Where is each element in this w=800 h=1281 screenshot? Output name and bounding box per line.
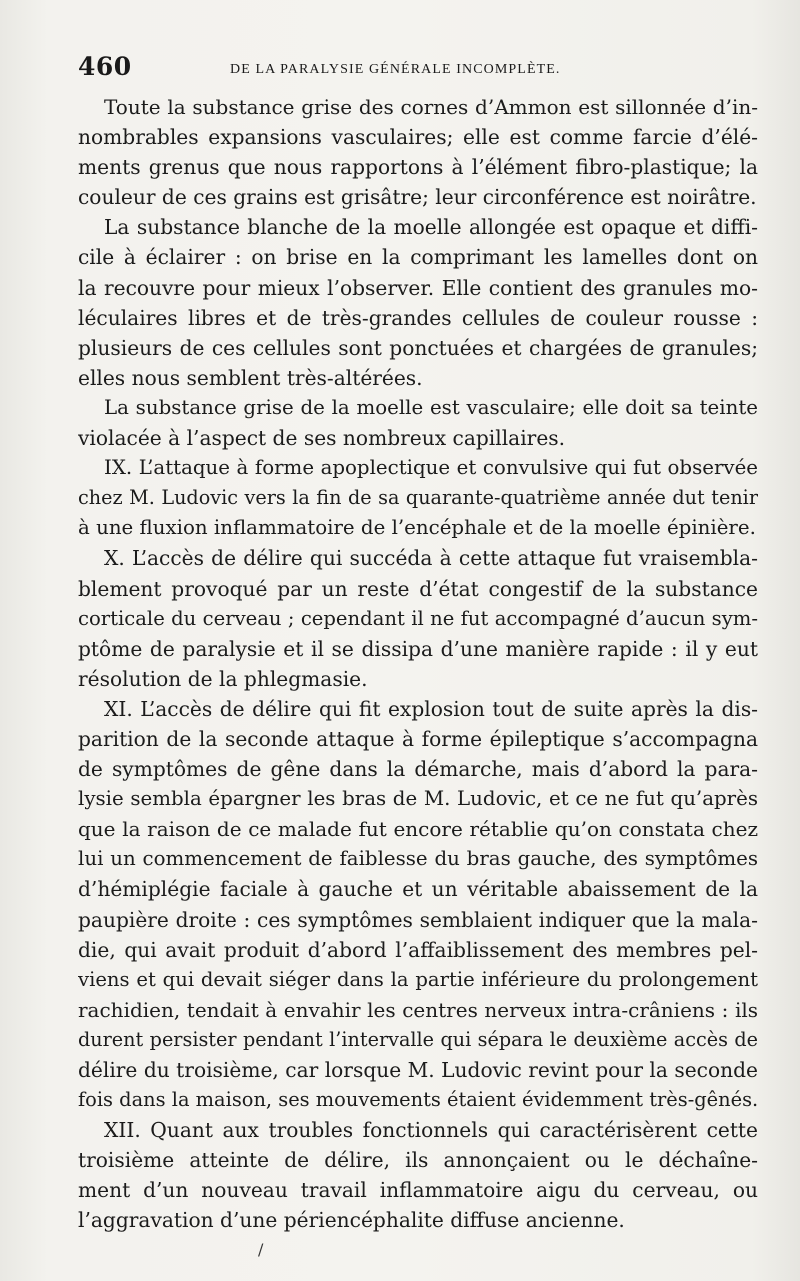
- text-line: ment d’un nouveau travail inflammatoire aigu du cerveau, ou: [78, 1178, 758, 1203]
- text-line: viens et qui devait siéger dans la partie inférieure du prolongement: [78, 967, 758, 991]
- text-line: XII. Quant aux troubles fonctionnels qui caractérisèrent cette: [104, 1118, 758, 1143]
- text-line: à une fluxion inflammatoire de l’encéphale et de la moelle épinière.: [78, 516, 756, 540]
- text-line: rachidien, tendait à envahir les centres nerveux intra-crâniens : ils: [78, 997, 758, 1022]
- text-line: plusieurs de ces cellules sont ponctuées et chargées de granules;: [78, 335, 758, 360]
- text-line: elles nous semblent très-altérées.: [78, 365, 423, 390]
- body-text: [78, 92, 758, 1236]
- text-line: que la raison de ce malade fut encore rétablie qu’on constata chez: [78, 817, 758, 842]
- text-line: l’aggravation d’une périencéphalite diffuse ancienne.: [78, 1208, 625, 1233]
- text-line: ptôme de paralysie et il se dissipa d’une manière rapide : il y eut: [78, 636, 758, 661]
- text-line: troisième atteinte de délire, ils annonçaient ou le déchaîne-: [78, 1148, 758, 1173]
- text-line: corticale du cerveau ; cependant il ne fut accompagné d’aucun sym-: [78, 606, 758, 630]
- text-line: léculaires libres et de très-grandes cellules de couleur rousse :: [78, 305, 758, 330]
- text-line: couleur de ces grains est grisâtre; leur circonférence est noirâtre.: [78, 185, 757, 210]
- text-line: X. L’accès de délire qui succéda à cette attaque fut vraisembla-: [104, 546, 758, 571]
- text-line: de symptômes de gêne dans la démarche, mais d’abord la para-: [78, 757, 758, 782]
- text-line: IX. L’attaque à forme apoplectique et convulsive qui fut observée: [104, 456, 758, 480]
- text-line: paupière droite : ces symptômes semblaient indiquer que la mala-: [78, 907, 758, 932]
- text-line: XI. L’accès de délire qui fit explosion tout de suite après la dis-: [104, 696, 758, 721]
- text-line: violacée à l’aspect de ses nombreux capillaires.: [78, 426, 566, 451]
- text-line: la recouvre pour mieux l’observer. Elle contient des granules mo-: [78, 275, 758, 300]
- text-line: blement provoqué par un reste d’état congestif de la substance: [78, 576, 758, 601]
- page-number: 460: [78, 52, 132, 81]
- text-line: parition de la seconde attaque à forme épileptique s’accompagna: [78, 726, 758, 751]
- text-line: d’hémiplégie faciale à gauche et un véritable abaissement de la: [78, 877, 758, 902]
- text-line: La substance grise de la moelle est vasculaire; elle doit sa teinte: [104, 395, 758, 419]
- text-line: die, qui avait produit d’abord l’affaiblissement des membres pel-: [78, 937, 758, 962]
- text-line: délire du troisième, car lorsque M. Ludovic revint pour la seconde: [78, 1058, 758, 1082]
- text-line: lysie sembla épargner les bras de M. Ludovic, et ce ne fut qu’après: [78, 787, 758, 811]
- page-header: [78, 52, 758, 88]
- text-line: cile à éclairer : on brise en la comprimant les lamelles dont on: [78, 245, 758, 270]
- text-line: La substance blanche de la moelle allongée est opaque et diffi-: [104, 215, 758, 240]
- text-line: chez M. Ludovic vers la fin de sa quarante-quatrième année dut tenir: [78, 486, 758, 510]
- running-title: DE LA PARALYSIE GÉNÉRALE INCOMPLÈTE.: [230, 62, 561, 77]
- text-line: Toute la substance grise des cornes d’Ammon est sillonnée d’in-: [104, 95, 758, 119]
- stray-ink-mark: /: [258, 1240, 264, 1259]
- text-line: ments grenus que nous rapportons à l’élément fibro-plastique; la: [78, 155, 758, 180]
- text-line: durent persister pendant l’intervalle qui sépara le deuxième accès de: [78, 1027, 758, 1051]
- text-line: lui un commencement de faiblesse du bras gauche, des symptômes: [78, 847, 758, 871]
- text-line: nombrables expansions vasculaires; elle est comme farcie d’élé-: [78, 125, 758, 150]
- text-line: fois dans la maison, ses mouvements étaient évidemment très-gênés.: [78, 1088, 758, 1112]
- text-line: résolution de la phlegmasie.: [78, 666, 368, 691]
